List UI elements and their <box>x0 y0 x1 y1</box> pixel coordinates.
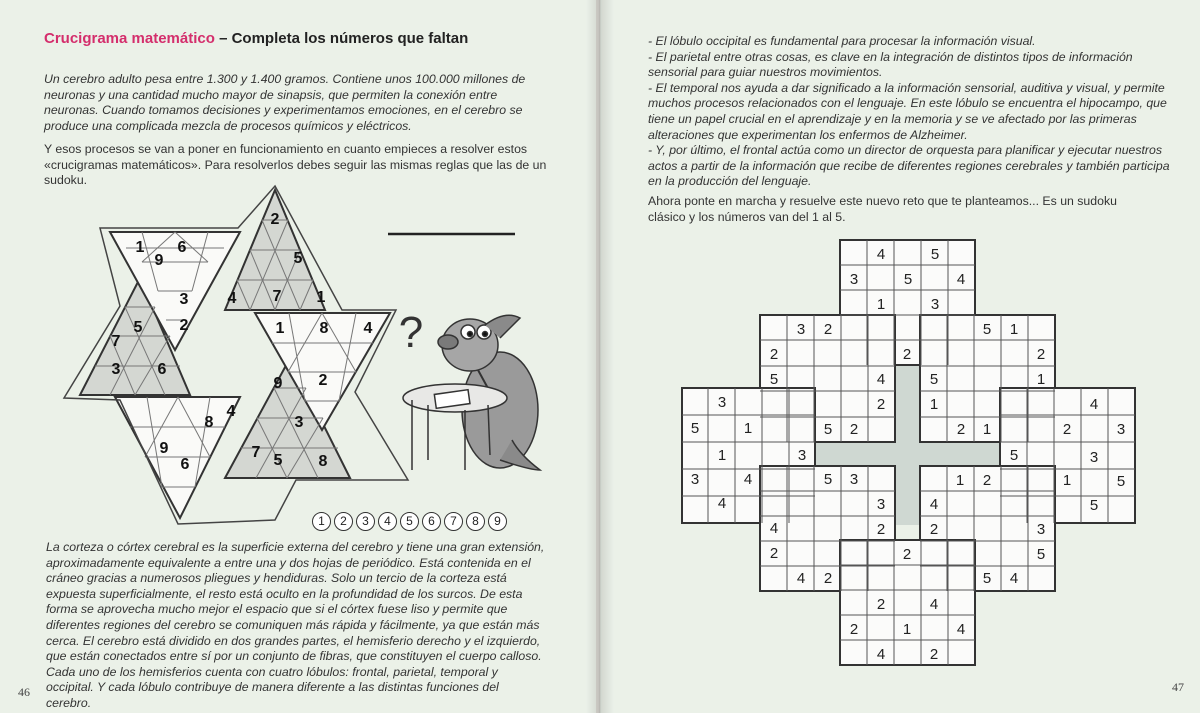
heading-subtitle: – Completa los números que faltan <box>214 30 469 47</box>
sudoku-number: 2 <box>1062 421 1072 438</box>
sudoku-number: 5 <box>930 246 940 263</box>
badge-1: 1 <box>312 512 331 531</box>
sudoku-number: 2 <box>823 570 833 587</box>
star-number: 1 <box>275 320 285 337</box>
sudoku-number: 3 <box>717 394 727 411</box>
sudoku-number: 4 <box>743 471 753 488</box>
sudoku-number: 3 <box>1036 521 1046 538</box>
sudoku-number: 1 <box>1009 321 1019 338</box>
sudoku-number: 2 <box>769 545 779 562</box>
sudoku-number: 2 <box>902 546 912 563</box>
sudoku-number: 2 <box>876 396 886 413</box>
star-number: 2 <box>179 317 189 334</box>
sudoku-number: 2 <box>769 346 779 363</box>
instructions-paragraph: Y esos procesos se van a poner en funcionamiento en cuanto empieces a resolver estos «crucigramas matemáticos». Para resolverlos debes seguir las mismas reglas que las de un sudoku. <box>44 142 547 188</box>
sudoku-number: 4 <box>717 495 727 512</box>
sudoku-number: 3 <box>796 321 806 338</box>
sudoku-number: 1 <box>743 420 753 437</box>
sudoku-number: 1 <box>1062 472 1072 489</box>
sudoku-number: 3 <box>849 471 859 488</box>
star-number: 2 <box>270 211 280 228</box>
sudoku-number: 3 <box>1089 449 1099 466</box>
question-mark: ? <box>398 308 424 357</box>
sudoku-number: 3 <box>1116 421 1126 438</box>
sudoku-number: 5 <box>1089 497 1099 514</box>
star-number: 3 <box>111 361 121 378</box>
badge-4: 4 <box>378 512 397 531</box>
star-number: 7 <box>251 444 261 461</box>
sudoku-number: 5 <box>1116 473 1126 490</box>
sudoku-number: 2 <box>849 421 859 438</box>
sudoku-number: 4 <box>876 246 886 263</box>
sudoku-number: 2 <box>982 472 992 489</box>
number-badges <box>312 512 507 531</box>
star-number: 4 <box>363 320 373 337</box>
star-number: 3 <box>294 414 304 431</box>
star-number: 6 <box>180 456 190 473</box>
sudoku-number: 5 <box>982 570 992 587</box>
sudoku-number: 4 <box>1009 570 1019 587</box>
sudoku-number: 5 <box>823 471 833 488</box>
star-number: 3 <box>179 291 189 308</box>
sudoku-number: 4 <box>929 596 939 613</box>
badge-5: 5 <box>400 512 419 531</box>
star-number: 9 <box>154 252 164 269</box>
star-number: 5 <box>293 250 303 267</box>
star-number: 7 <box>272 288 282 305</box>
sudoku-number: 5 <box>823 421 833 438</box>
star-number: 8 <box>318 453 328 470</box>
thinking-dog-illustration <box>403 315 540 470</box>
star-number: 9 <box>273 375 283 392</box>
star-number: 2 <box>318 372 328 389</box>
sudoku-number: 4 <box>876 646 886 663</box>
sudoku-number: 5 <box>1009 447 1019 464</box>
star-number: 5 <box>133 319 143 336</box>
page-number-left: 46 <box>18 685 30 699</box>
sudoku-grid <box>682 240 1135 665</box>
sudoku-number: 2 <box>929 521 939 538</box>
star-number: 7 <box>111 333 121 350</box>
intro-paragraph: Un cerebro adulto pesa entre 1.300 y 1.400 gramos. Contiene unos 100.000 millones de neuronas y una cantidad mucho mayor de sinapsis, que permiten la conexión entre neuronas. Cuando tomamos decisiones y experimentamos emociones, en el cerebro se produce una complicada mezcla de procesos químicos y eléctricos. <box>44 72 526 133</box>
sudoku-number: 5 <box>769 371 779 388</box>
sudoku-number: 2 <box>902 346 912 363</box>
sudoku-number: 5 <box>982 321 992 338</box>
sudoku-number: 2 <box>876 596 886 613</box>
sudoku-number: 1 <box>982 421 992 438</box>
left-page <box>0 0 596 713</box>
sudoku-number: 1 <box>717 447 727 464</box>
sudoku-number: 3 <box>849 271 859 288</box>
star-number: 8 <box>319 320 329 337</box>
sudoku-number: 1 <box>955 472 965 489</box>
sudoku-number: 1 <box>902 621 912 638</box>
cross-sudoku <box>600 0 1200 713</box>
sudoku-instructions: Ahora ponte en marcha y resuelve este nuevo reto que te planteamos... Es un sudoku clásico y los números van del 1 al 5. <box>648 194 1117 224</box>
cortex-paragraph: La corteza o córtex cerebral es la superficie externa del cerebro y tiene una gran extensión, aproximadamente equivalente a entre una y dos hojas de periódico. Está contenida en el cráneo gracias a numerosos pliegues y hendiduras. Solo un tercio de la corteza está expuesta superficialmente, el resto está oculto en la profundidad de los surcos. De esta forma se aprovecha mucho mejor el espacio que si el córtex fuese liso y permite que diferentes regiones del cerebro se comuniquen más rápida y fácilmente, ya que están más cerca. El cerebro está dividido en dos grandes partes, el hemisferio derecho y el izquierdo, que están conectados entre sí por un conjunto de fibras, que constituyen el cuerpo calloso. Cada uno de los hemisferios cuenta con cuatro lóbulos: frontal, parietal, temporal y occipital. Y cada lóbulo contribuye de manera diferente a las distintas funciones del cerebro. <box>46 540 545 710</box>
sudoku-number: 3 <box>876 496 886 513</box>
sudoku-number: 4 <box>796 570 806 587</box>
sudoku-number: 2 <box>956 421 966 438</box>
sudoku-number: 1 <box>876 296 886 313</box>
book-gutter <box>586 0 614 713</box>
star-number: 1 <box>135 239 145 256</box>
star-number: 4 <box>226 403 236 420</box>
sudoku-number: 2 <box>823 321 833 338</box>
sudoku-number: 4 <box>956 621 966 638</box>
right-page <box>600 0 1200 713</box>
sudoku-number: 5 <box>929 371 939 388</box>
page-number-right: 47 <box>1172 680 1184 694</box>
sudoku-number: 3 <box>690 471 700 488</box>
badge-2: 2 <box>334 512 353 531</box>
badge-6: 6 <box>422 512 441 531</box>
star-number: 6 <box>177 239 187 256</box>
sudoku-number: 2 <box>849 621 859 638</box>
badge-8: 8 <box>466 512 485 531</box>
badge-3: 3 <box>356 512 375 531</box>
sudoku-number: 5 <box>903 271 913 288</box>
sudoku-number: 1 <box>1036 371 1046 388</box>
lobes-paragraph: - El lóbulo occipital es fundamental para procesar la información visual. - El parietal entre otras cosas, es clave en la integración de distintos tipos de información sensorial para guiar nuestros movimientos. - El temporal nos ayuda a dar significado a la información sensorial, auditiva y visual, y permite muchos procesos relacionados con el lenguaje. En este lóbulo se encuentra el hipocampo, que tiene un papel crucial en el aprendizaje y en la memoria y se ve afectado por las primeras alteraciones que experimentan los enfermos de Alzheimer. - Y, por último, el frontal actúa como un director de orquesta para planificar y ejecutar nuestros actos a partir de la información que recibe de diferentes regiones cerebrales y también participa en la producción del lenguaje. <box>648 34 1170 189</box>
sudoku-number: 4 <box>929 496 939 513</box>
star-number: 8 <box>204 414 214 431</box>
sudoku-number: 5 <box>1036 546 1046 563</box>
star-shapes <box>64 186 408 524</box>
heading-title: Crucigrama matemático <box>44 30 215 47</box>
badge-9: 9 <box>488 512 507 531</box>
badge-7: 7 <box>444 512 463 531</box>
star-number: 9 <box>159 440 169 457</box>
sudoku-number: 4 <box>956 271 966 288</box>
star-number: 5 <box>273 452 283 469</box>
star-number: 1 <box>316 289 326 306</box>
sudoku-number: 3 <box>797 447 807 464</box>
sudoku-number: 2 <box>1036 346 1046 363</box>
sudoku-number: 2 <box>876 521 886 538</box>
sudoku-number: 4 <box>1089 396 1099 413</box>
sudoku-number: 2 <box>929 646 939 663</box>
sudoku-number: 4 <box>769 520 779 537</box>
sudoku-number: 5 <box>690 420 700 437</box>
sudoku-number: 3 <box>930 296 940 313</box>
sudoku-number: 4 <box>876 371 886 388</box>
sudoku-number: 1 <box>929 396 939 413</box>
star-number: 4 <box>227 290 237 307</box>
star-number: 6 <box>157 361 167 378</box>
